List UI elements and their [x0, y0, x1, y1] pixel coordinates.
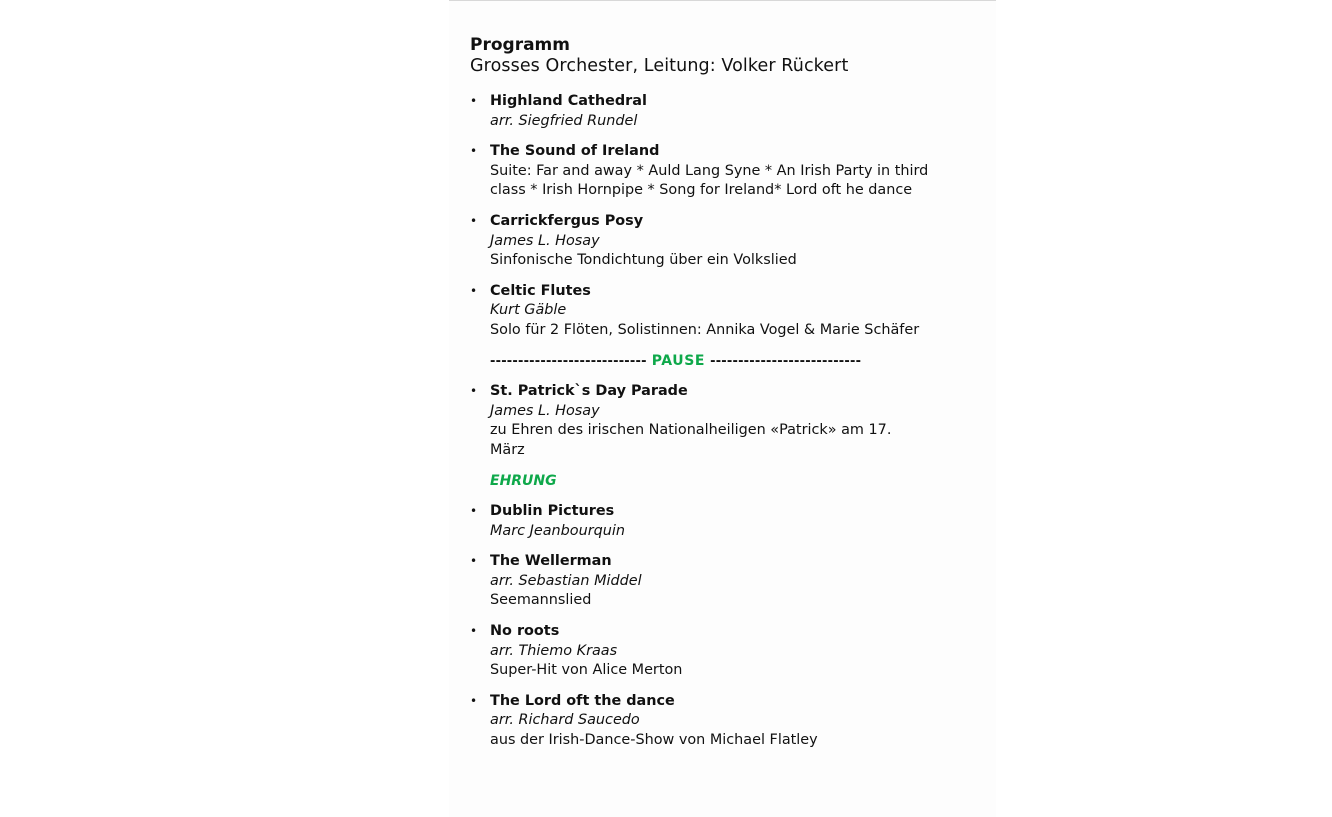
- piece-description: Solo für 2 Flöten, Solistinnen: Annika Vogel & Marie Schäfer: [490, 321, 920, 338]
- piece-composer: arr. Sebastian Middel: [490, 572, 642, 589]
- program-content: [470, 35, 930, 762]
- page-subtitle: Grosses Orchester, Leitung: Volker Rückert: [470, 56, 849, 76]
- piece-composer: James L. Hosay: [490, 232, 600, 249]
- program-item: [470, 622, 930, 681]
- ehrung-divider: [470, 472, 930, 492]
- piece-composer: arr. Siegfried Rundel: [490, 112, 638, 129]
- program-item: [470, 692, 930, 751]
- piece-composer: James L. Hosay: [490, 402, 600, 419]
- piece-title: • Celtic Flutes: [490, 282, 591, 299]
- piece-description: Sinfonische Tondichtung über ein Volkslied: [490, 252, 797, 269]
- program-page: [449, 0, 996, 817]
- piece-description: zu Ehren des irischen Nationalheiligen «Patrick» am 17. März: [490, 422, 892, 458]
- piece-composer: arr. Richard Saucedo: [490, 712, 640, 729]
- piece-composer: arr. Thiemo Kraas: [490, 642, 618, 659]
- pause-dashes-right: ---------------------------: [710, 353, 862, 369]
- piece-title: • Carrickfergus Posy: [490, 212, 644, 229]
- program-item: [470, 142, 930, 201]
- piece-title: • The Wellerman: [490, 553, 612, 570]
- piece-description: aus der Irish-Dance-Show von Michael Flatley: [490, 732, 818, 749]
- piece-title: • Dublin Pictures: [490, 503, 615, 520]
- program-item: [470, 92, 930, 131]
- piece-description: Suite: Far and away * Auld Lang Syne * An Irish Party in third class * Irish Hornpipe * Song for Ireland* Lord oft he dance: [490, 162, 929, 199]
- piece-title: • The Lord oft the dance: [490, 692, 675, 709]
- program-item: [470, 212, 930, 271]
- piece-description: Seemannslied: [490, 592, 592, 609]
- piece-composer: Marc Jeanbourquin: [490, 522, 626, 539]
- page-title: Programm: [470, 35, 570, 55]
- piece-title: • St. Patrick`s Day Parade: [490, 383, 688, 400]
- pause-dashes-left: ----------------------------: [490, 353, 647, 369]
- program-item: [470, 282, 930, 341]
- program-item: [470, 552, 930, 611]
- pause-divider: [470, 352, 930, 372]
- program-item: [470, 502, 930, 541]
- piece-title: • The Sound of Ireland: [490, 143, 660, 160]
- program-item: [470, 382, 930, 460]
- piece-description: Super-Hit von Alice Merton: [490, 662, 683, 679]
- piece-composer: Kurt Gäble: [490, 302, 567, 319]
- piece-title: • No roots: [490, 623, 560, 640]
- program-list: [470, 92, 930, 751]
- piece-title: • Highland Cathedral: [490, 93, 647, 109]
- ehrung-label: EHRUNG: [490, 472, 557, 489]
- pause-label: PAUSE: [651, 352, 706, 369]
